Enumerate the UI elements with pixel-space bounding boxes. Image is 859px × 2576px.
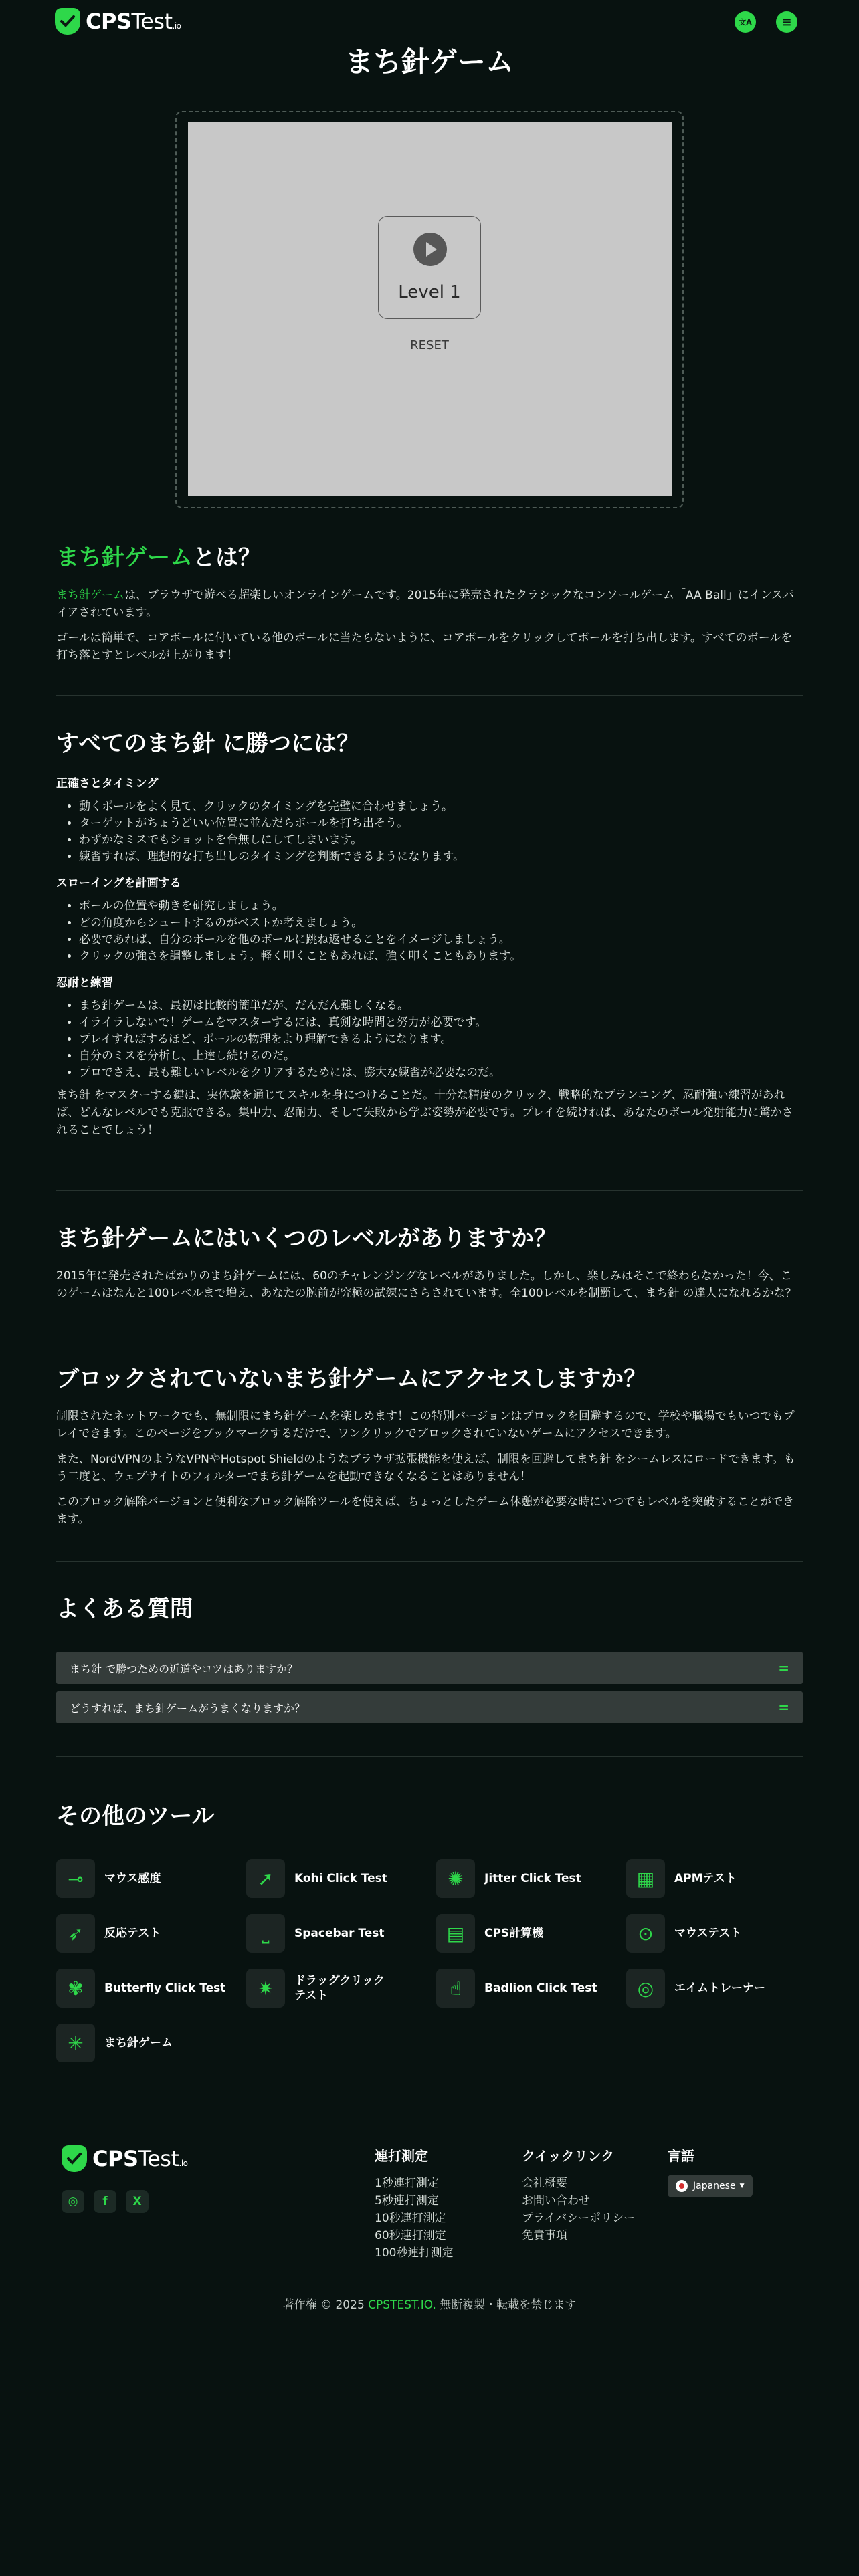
footer-col-title-language: 言語: [668, 2148, 694, 2164]
about-paragraph-1: まち針ゲームは、ブラウザで遊べる超楽しいオンラインゲームです。2015年に発売されたクラシックなコンソールゲーム「AA Ball」にインスパイアされています。: [56, 588, 795, 619]
tool-link-mouse-test[interactable]: ⊙ マウステスト: [626, 1914, 801, 1953]
footer-link[interactable]: 10秒連打測定: [375, 2212, 446, 2225]
list-item: • プレイすればするほど、ボールの物理をより理解できるようになります。: [79, 1031, 803, 1048]
list-item: • イライラしないで！ゲームをマスターするには、真剣な時間と努力が必要です。: [79, 1014, 803, 1031]
mouse-icon: ⊙: [626, 1914, 665, 1953]
how-to-win-heading: すべてのまち針 に勝つには？: [56, 730, 360, 757]
footer-link[interactable]: 免責事項: [522, 2229, 567, 2242]
x-twitter-icon[interactable]: X: [126, 2190, 149, 2213]
spacebar-icon: ⎵: [246, 1914, 285, 1953]
pin-game-icon: ✳: [56, 2024, 95, 2062]
hand-click-icon: ☝: [436, 1969, 475, 2008]
list-item: • わずかなミスでもショットを台無しにしてしまいます。: [79, 832, 803, 849]
tool-link-kohi[interactable]: ➚ Kohi Click Test: [246, 1859, 421, 1898]
calculator-icon: ▤: [436, 1914, 475, 1953]
logo-check-icon: [55, 8, 80, 35]
unblocked-paragraph-1: 制限されたネットワークでも、無制限にまち針ゲームを楽しめます！この特別バージョンはブロックを回避するので、学校や職場でもいつでもプレイできます。このページをブックマークするだけで、ワンクリックでブロックされていないゲームにアクセスできます。: [56, 1410, 795, 1440]
hamburger-icon: ≡: [781, 15, 792, 29]
faq-question: どうすれば、まち針ゲームがうまくなりますか？: [70, 1701, 306, 1715]
mouse-sensitivity-icon: ⊸: [56, 1859, 95, 1898]
list-item: • クリックの強さを調整しましょう。軽く叩くこともあれば、強く叩くこともあります。: [79, 948, 803, 965]
tips-subheading: 正確さとタイミング: [56, 777, 159, 790]
footer-col-title-cps: 連打測定: [375, 2148, 428, 2164]
tool-link-reaction[interactable]: ➶ 反応テスト: [56, 1914, 231, 1953]
faq-section: [56, 1590, 803, 1623]
translate-icon: 文A: [739, 18, 752, 27]
copyright-text: 著作権 © 2025 CPSTEST.IO. 無断複製・転載を禁じます: [282, 2298, 577, 2312]
tool-link-apm[interactable]: ▦ APMテスト: [626, 1859, 801, 1898]
start-level-button[interactable]: [378, 216, 481, 319]
tool-link-badlion[interactable]: ☝ Badlion Click Test: [436, 1969, 611, 2008]
tool-link-mouse-sensitivity[interactable]: ⊸ マウス感度: [56, 1859, 231, 1898]
levels-section: [56, 1220, 803, 1302]
menu-button[interactable]: [776, 11, 797, 33]
tips-subheading: スローイングを計画する: [56, 877, 181, 890]
unblocked-section: [56, 1360, 803, 1528]
tool-link-jitter[interactable]: ✺ Jitter Click Test: [436, 1859, 611, 1898]
instagram-icon[interactable]: ◎: [62, 2190, 84, 2213]
footer-col-title-quick: クイックリンク: [522, 2148, 615, 2164]
site-logo[interactable]: [55, 8, 181, 35]
list-item: • 動くボールをよく見て、クリックのタイミングを完璧に合わせましょう。: [79, 798, 803, 815]
how-to-win-section: [56, 725, 803, 1139]
unblocked-heading: ブロックされていないまち針ゲームにアクセスしますか？: [56, 1366, 647, 1392]
reset-button[interactable]: RESET: [410, 338, 449, 352]
page-title: まち針ゲーム: [345, 45, 514, 78]
divider: [56, 1561, 803, 1562]
footer-link[interactable]: プライバシーポリシー: [522, 2212, 636, 2225]
cursor-click-icon: ➚: [246, 1859, 285, 1898]
tips-list: [56, 898, 803, 965]
copyright-brand-link[interactable]: CPSTEST.IO.: [368, 2298, 436, 2312]
about-heading: まち針ゲームとは？: [56, 544, 261, 571]
unblocked-paragraph-2: また、NordVPNのようなVPNやHotspot Shieldのようなブラウザ拡張機能を使えば、制限を回避してまち針 をシームレスにロードできます。もう二度と、ウェブサイトのフィルターでまち針ゲームを起動できなくなることはありません！: [56, 1453, 795, 1483]
logo-check-icon: [62, 2145, 87, 2172]
tool-link-pin-game[interactable]: ✳ まち針ゲーム: [56, 2024, 231, 2062]
tool-link-cps-calculator[interactable]: ▤ CPS計算機: [436, 1914, 611, 1953]
jitter-icon: ✺: [436, 1859, 475, 1898]
tips-list: [56, 998, 803, 1081]
reaction-cursor-icon: ➶: [56, 1914, 95, 1953]
list-item: • 練習すれば、理想的な打ち出しのタイミングを判断できるようになります。: [79, 849, 803, 865]
how-to-win-summary: まち針 をマスターする鍵は、実体験を通じてスキルを身につけることだ。十分な精度のクリック、戦略的なプランニング、忍耐強い練習があれば、どんなレベルでも克服できる。集中力、忍耐力、そして失敗から学ぶ姿勢が必要です。プレイを続ければ、あなたのボール発射能力に驚かされることでしょう！: [56, 1089, 793, 1137]
tools-section: [56, 1798, 803, 1830]
logo-text: CPSTest.io: [86, 9, 181, 34]
footer-link[interactable]: 60秒連打測定: [375, 2229, 446, 2242]
footer-logo[interactable]: [62, 2145, 188, 2172]
list-item: • プロでさえ、最も難しいレベルをクリアするためには、膨大な練習が必要なのだ。: [79, 1065, 803, 1081]
faq-heading: よくある質問: [56, 1596, 193, 1622]
footer-link[interactable]: 1秒連打測定: [375, 2177, 439, 2190]
footer-link[interactable]: 会社概要: [522, 2177, 567, 2190]
list-item: • 自分のミスを分析し、上達し続けるのだ。: [79, 1048, 803, 1065]
tool-link-drag-click[interactable]: ✷ ドラッグクリックテスト: [246, 1969, 395, 2008]
facebook-icon[interactable]: f: [94, 2190, 116, 2213]
footer-link[interactable]: お問い合わせ: [522, 2194, 590, 2208]
faq-question: まち針 で勝つための近道やコツはありますか？: [70, 1662, 298, 1675]
aim-target-icon: ◎: [626, 1969, 665, 2008]
levels-paragraph: 2015年に発売されたばかりのまち針ゲームには、60のチャレンジングなレベルがありました。しかし、楽しみはそこで終わらなかった！今、このゲームはなんと100レベルまで増え、あなたの腕前が究極の試練にさらされています。全100レベルを制覇して、まち針 の達人になれるかな？: [56, 1269, 797, 1300]
divider: [56, 1190, 803, 1191]
tool-link-spacebar[interactable]: ⎵ Spacebar Test: [246, 1914, 421, 1953]
list-item: • 必要であれば、自分のボールを他のボールに跳ね返せることをイメージしましょう。: [79, 932, 803, 948]
about-link[interactable]: まち針ゲーム: [56, 588, 124, 602]
tools-heading: その他のツール: [56, 1803, 215, 1830]
tips-subheading: 忍耐と練習: [56, 976, 113, 990]
apm-icon: ▦: [626, 1859, 665, 1898]
unblocked-paragraph-3: このブロック解除バージョンと便利なブロック解除ツールを使えば、ちょっとしたゲーム休憩が必要な時にいつでもレベルを突破することができます。: [56, 1495, 795, 1526]
drag-click-icon: ✷: [246, 1969, 285, 2008]
footer-link[interactable]: 5秒連打測定: [375, 2194, 439, 2208]
faq-item[interactable]: [56, 1652, 803, 1684]
divider: [56, 1756, 803, 1757]
about-section: [56, 539, 803, 664]
faq-item[interactable]: [56, 1691, 803, 1723]
footer-link[interactable]: 100秒連打測定: [375, 2246, 454, 2260]
list-item: • ターゲットがちょうどいい位置に並んだらボールを打ち出そう。: [79, 815, 803, 832]
caret-down-icon: ▼: [739, 2183, 745, 2189]
divider: [56, 695, 803, 696]
play-icon: [413, 233, 447, 266]
japan-flag-icon: [676, 2180, 688, 2192]
list-item: • どの角度からシュートするのがベストか考えましょう。: [79, 915, 803, 932]
tips-list: [56, 798, 803, 865]
expand-icon: =: [778, 1699, 789, 1715]
expand-icon: =: [778, 1660, 789, 1676]
level-label: Level 1: [398, 282, 461, 302]
list-item: • まち針ゲームは、最初は比較的簡単だが、だんだん難しくなる。: [79, 998, 803, 1014]
about-paragraph-2: ゴールは簡単で、コアボールに付いている他のボールに当たらないように、コアボールをクリックしてボールを打ち出します。すべてのボールを打ち落とすとレベルが上がります！: [56, 631, 793, 662]
language-select[interactable]: Japanese ▼: [668, 2175, 753, 2197]
logo-text: CPSTest.io: [92, 2146, 188, 2171]
list-item: • ボールの位置や動きを研究しましょう。: [79, 898, 803, 915]
tool-link-butterfly[interactable]: ✾ Butterfly Click Test: [56, 1969, 231, 2008]
tool-link-aim-trainer[interactable]: ◎ エイムトレーナー: [626, 1969, 801, 2008]
levels-heading: まち針ゲームにはいくつのレベルがありますか？: [56, 1225, 557, 1252]
butterfly-icon: ✾: [56, 1969, 95, 2008]
translate-button[interactable]: [735, 11, 756, 33]
